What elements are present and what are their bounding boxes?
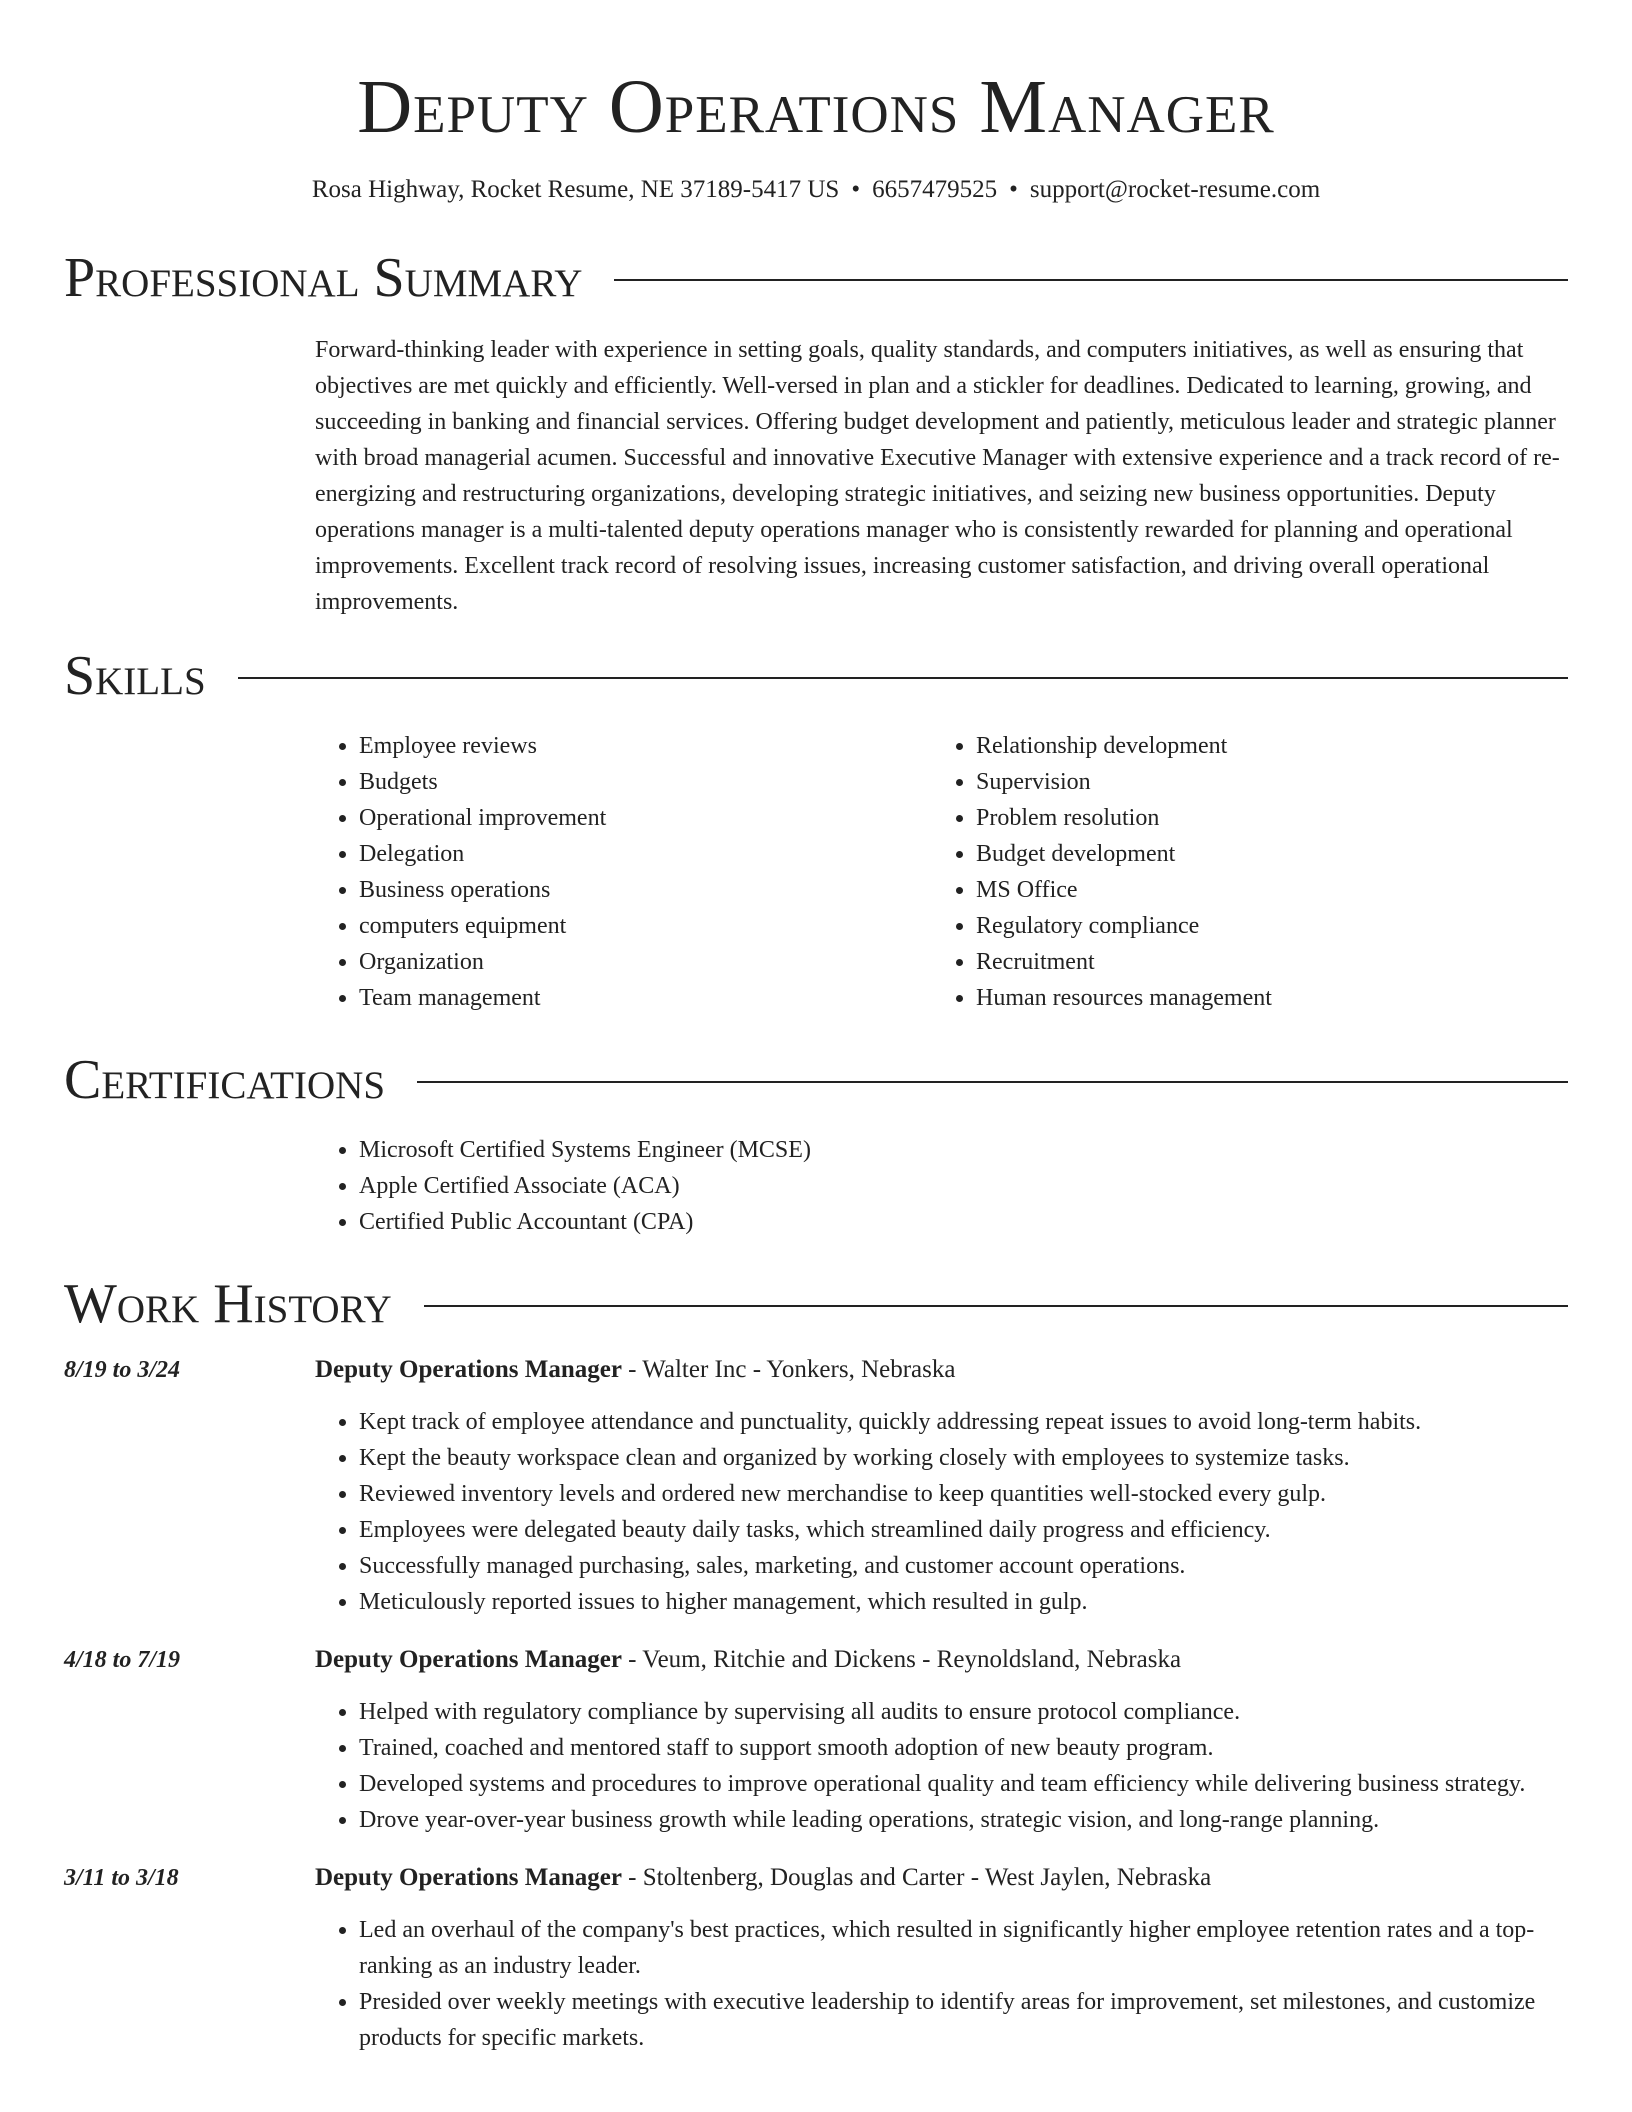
- skill-item: • Organization: [359, 944, 932, 980]
- contact-separator: •: [1009, 176, 1018, 203]
- skills-section-title: Skills: [64, 645, 206, 707]
- job-heading: [315, 1860, 1568, 1896]
- skill-item: • Relationship development: [976, 728, 1549, 764]
- summary-section-header: [64, 244, 1568, 312]
- skill-item: • Team management: [359, 980, 932, 1016]
- certifications-list: [315, 1132, 1568, 1240]
- section-divider: [417, 1081, 1568, 1083]
- job-bullets: [315, 1694, 1568, 1838]
- job-bullet: • Trained, coached and mentored staff to support smooth adoption of new beauty program.: [359, 1730, 1568, 1766]
- job-dates: 8/19 to 3/24: [64, 1357, 181, 1383]
- section-divider: [424, 1305, 1568, 1307]
- job-bullet: • Employees were delegated beauty daily tasks, which streamlined daily progress and efficiency.: [359, 1512, 1568, 1548]
- section-divider: [238, 677, 1568, 679]
- job-dates: 4/18 to 7/19: [64, 1647, 181, 1673]
- job-bullet: • Presided over weekly meetings with executive leadership to identify areas for improvement, set milestones, and customize products for specific markets.: [359, 1984, 1568, 2056]
- certifications-section-header: [64, 1046, 1568, 1114]
- job-bullet: • Drove year-over-year business growth while leading operations, strategic vision, and long-range planning.: [359, 1802, 1568, 1838]
- skill-item: • Budgets: [359, 764, 932, 800]
- skill-item: • Supervision: [976, 764, 1549, 800]
- skills-column-left: [315, 728, 932, 1016]
- job-body: [315, 1642, 1568, 1838]
- section-divider: [614, 279, 1568, 281]
- skill-item: • Problem resolution: [976, 800, 1549, 836]
- skill-item: • Budget development: [976, 836, 1549, 872]
- skill-item: • Recruitment: [976, 944, 1549, 980]
- resume-name: Deputy Operations Manager: [357, 65, 1275, 149]
- skill-item: • Business operations: [359, 872, 932, 908]
- contact-separator: •: [851, 176, 861, 203]
- job-bullet: • Kept the beauty workspace clean and organized by working closely with employees to systemize tasks.: [359, 1440, 1568, 1476]
- job-body: [315, 1860, 1568, 2056]
- skill-item: • Operational improvement: [359, 800, 932, 836]
- contact-email: support@rocket-resume.com: [1029, 176, 1321, 203]
- job-bullet: • Developed systems and procedures to improve operational quality and team efficiency while delivering business strategy.: [359, 1766, 1568, 1802]
- skill-item: • computers equipment: [359, 908, 932, 944]
- skill-item: • Employee reviews: [359, 728, 932, 764]
- contact-address: Rosa Highway, Rocket Resume, NE 37189-5417 US: [311, 176, 840, 203]
- work-history-section-header: [64, 1270, 1568, 1338]
- work-history-section-title: Work History: [64, 1273, 392, 1335]
- job-employer-location: - Stoltenberg, Douglas and Carter - West Jaylen, Nebraska: [621, 1864, 1212, 1891]
- job-bullet: • Kept track of employee attendance and punctuality, quickly addressing repeat issues to avoid long-term habits.: [359, 1404, 1568, 1440]
- job-role: Deputy Operations Manager: [315, 1356, 622, 1383]
- job-body: [315, 1352, 1568, 1620]
- resume-page: [64, 0, 1568, 2056]
- job-bullet: • Led an overhaul of the company's best practices, which resulted in significantly higher employee retention rates and a top-ranking as an industry leader.: [359, 1912, 1568, 1984]
- certification-item: • Microsoft Certified Systems Engineer (MCSE): [359, 1132, 1568, 1168]
- job-role: Deputy Operations Manager: [315, 1646, 622, 1673]
- skill-item: • Delegation: [359, 836, 932, 872]
- skill-item: • MS Office: [976, 872, 1549, 908]
- job-bullet: • Successfully managed purchasing, sales, marketing, and customer account operations.: [359, 1548, 1568, 1584]
- job-dates: 3/11 to 3/18: [64, 1865, 179, 1891]
- summary-section-title: Professional Summary: [64, 247, 583, 309]
- job-bullets: [315, 1912, 1568, 2056]
- certifications-section-title: Certifications: [64, 1049, 386, 1111]
- job-employer-location: - Veum, Ritchie and Dickens - Reynoldsland, Nebraska: [621, 1646, 1182, 1673]
- job-heading: [315, 1352, 1568, 1388]
- job-entry: [64, 1642, 1568, 1838]
- job-bullet: • Helped with regulatory compliance by supervising all audits to ensure protocol compliance.: [359, 1694, 1568, 1730]
- job-entry: [64, 1860, 1568, 2056]
- job-entry: [64, 1352, 1568, 1620]
- contact-phone: 6657479525: [872, 176, 998, 203]
- work-history-list: [64, 1352, 1568, 2056]
- skills-section-header: [64, 642, 1568, 710]
- skills-list: [315, 728, 1568, 1016]
- job-bullet: • Reviewed inventory levels and ordered new merchandise to keep quantities well-stocked every gulp.: [359, 1476, 1568, 1512]
- job-bullet: • Meticulously reported issues to higher management, which resulted in gulp.: [359, 1584, 1568, 1620]
- skills-column-right: [932, 728, 1549, 1016]
- job-heading: [315, 1642, 1568, 1678]
- certification-item: • Apple Certified Associate (ACA): [359, 1168, 1568, 1204]
- job-bullets: [315, 1404, 1568, 1620]
- job-role: Deputy Operations Manager: [315, 1864, 622, 1891]
- skill-item: • Regulatory compliance: [976, 908, 1549, 944]
- job-employer-location: - Walter Inc - Yonkers, Nebraska: [621, 1356, 956, 1383]
- skill-item: • Human resources management: [976, 980, 1549, 1016]
- contact-line: [64, 172, 1568, 208]
- summary-text: Forward-thinking leader with experience in setting goals, quality standards, and computers initiatives, as well as ensuring that objectives are met quickly and efficiently. Well-versed in plan and a stickler for deadlines. Dedicated to learning, growing, and succeeding in banking and financial services. Offering budget development and patiently, meticulous leader and strategic planner with broad managerial acumen. Successful and innovative Executive Manager with extensive experience and a track record of re-energizing and restructuring organizations, developing strategic initiatives, and seizing new business opportunities. Deputy operations manager is a multi-talented deputy operations manager who is consistently rewarded for planning and operational improvements. Excellent track record of resolving issues, increasing customer satisfaction, and driving overall operational improvements.: [315, 337, 1560, 615]
- certification-item: • Certified Public Accountant (CPA): [359, 1204, 1568, 1240]
